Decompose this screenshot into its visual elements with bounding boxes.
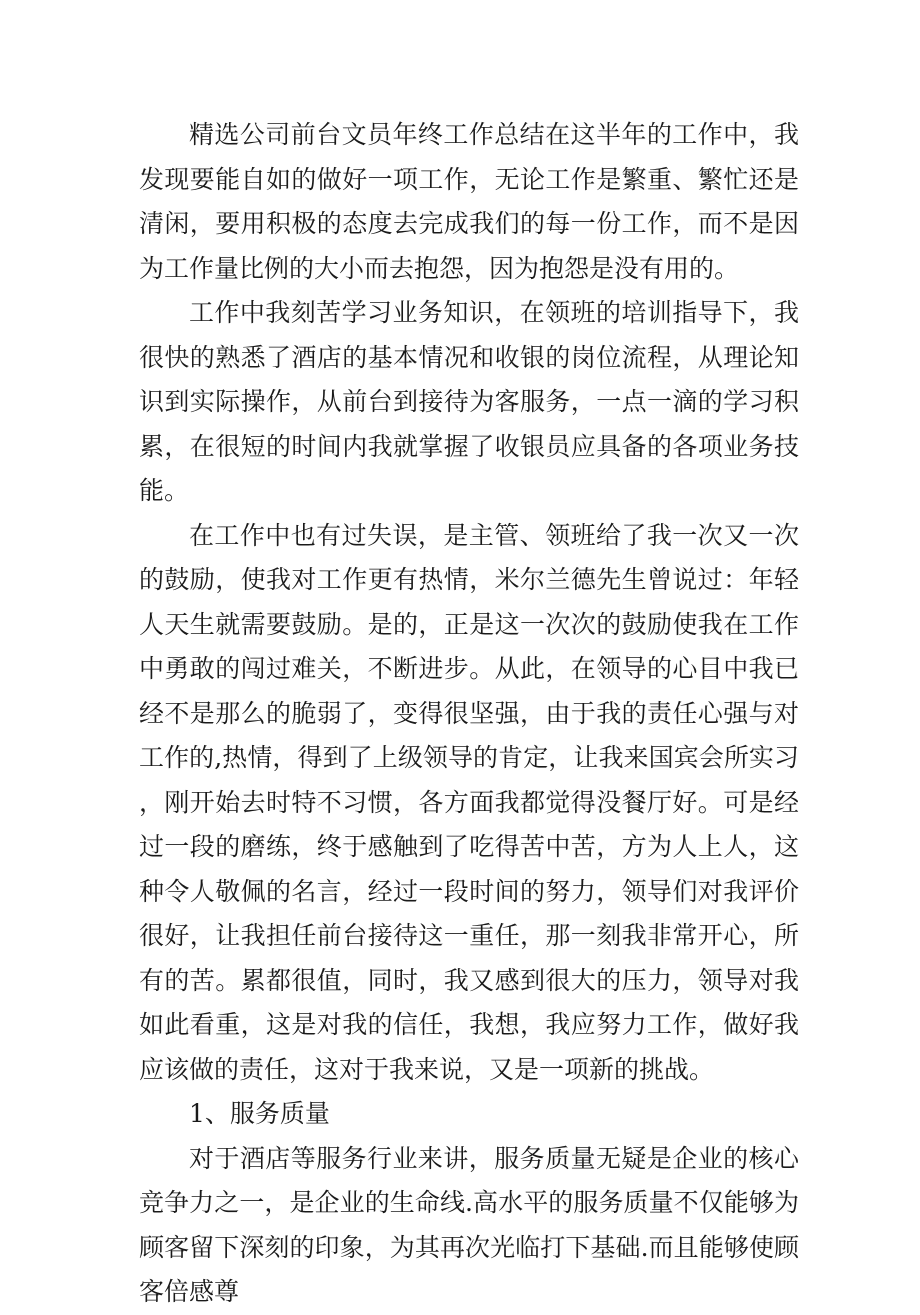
paragraph-encouragement: 在工作中也有过失误，是主管、领班给了我一次又一次的鼓励，使我对工作更有热情，米尔兰德先生曾说过：年轻人天生就需要鼓励。是的，正是这一次次的鼓励使我在工作中勇敢的闯过难关，不断进步。从此，在领导的心目中我已经不是那么的脆弱了，变得很坚强，由于我的责任心强与对工作的,热情，得到了上级领导的肯定，让我来国宾会所实习，刚开始去时特不习惯，各方面我都觉得没餐厅好。可是经过一段的磨练，终于感触到了吃得苦中苦，方为人上人，这种令人敬佩的名言，经过一段时间的努力，领导们对我评价很好，让我担任前台接待这一重任，那一刻我非常开心，所有的苦。累都很值，同时，我又感到很大的压力，领导对我如此看重，这是对我的信任，我想，我应努力工作，做好我应该做的责任，这对于我来说，又是一项新的挑战。: [139, 520, 799, 1084]
paragraph-service-quality: 对于酒店等服务行业来讲，服务质量无疑是企业的核心竞争力之一，是企业的生命线.高水平的服务质量不仅能够为顾客留下深刻的印象，为其再次光临打下基础.而且能够使顾客倍感尊: [139, 1143, 799, 1306]
paragraph-intro: 精选公司前台文员年终工作总结在这半年的工作中，我发现要能自如的做好一项工作，无论工作是繁重、繁忙还是清闲，要用积极的态度去完成我们的每一份工作，而不是因为工作量比例的大小而去抱怨，因为抱怨是没有用的。: [139, 120, 799, 283]
section-heading-service-quality: 1、服务质量: [189, 1099, 330, 1128]
document-page: [139, 113, 799, 1315]
paragraph-learning: 工作中我刻苦学习业务知识，在领班的培训指导下，我很快的熟悉了酒店的基本情况和收银的岗位流程，从理论知识到实际操作，从前台到接待为客服务，一点一滴的学习积累，在很短的时间内我就掌握了收银员应具备的各项业务技能。: [139, 298, 799, 505]
